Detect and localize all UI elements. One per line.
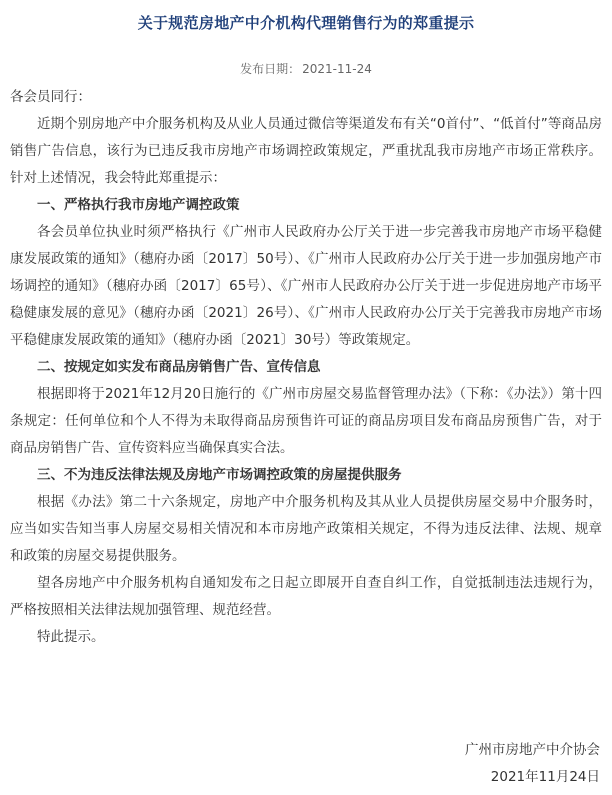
section-heading-3: 三、不为违反法律法规及房地产市场调控政策的房屋提供服务 (37, 467, 402, 483)
closing-paragraph: 望各房地产中介服务机构自通知发布之日起立即展开自查自纠工作，自觉抵制违法违规行为，严格按照相关法律法规加强管理、规范经营。 (10, 575, 602, 618)
signature-organization: 广州市房地产中介协会 (465, 742, 600, 758)
section-heading-2: 二、按规定如实发布商品房销售广告、宣传信息 (37, 359, 321, 375)
section-body-1: 各会员单位执业时须严格执行《广州市人民政府办公厅关于进一步完善我市房地产市场平稳健康发展政策的通知》（穗府办函〔2017〕50号）、《广州市人民政府办公厅关于进一步加强房地产市场调控的通知》（穗府办函〔2017〕65号）、《广州市人民政府办公厅关于进一步促进房地产市场平稳健康发展的意见》（穗府办函〔2021〕26号）、《广州市人民政府办公厅关于完善我市房地产市场平稳健康发展政策的通知》（穗府办函〔2021〕30号）等政策规定。 (10, 224, 602, 348)
publish-date (0, 60, 612, 77)
final-remark: 特此提示。 (37, 629, 105, 645)
publish-date-label: 发布日期： (240, 62, 301, 76)
section-body-3: 根据《办法》第二十六条规定，房地产中介服务机构及其从业人员提供房屋交易中介服务时，应当如实告知当事人房屋交易相关情况和本市房地产政策相关规定，不得为违反法律、法规、规章和政策的房屋交易提供服务。 (10, 494, 602, 564)
greeting: 各会员同行： (10, 89, 91, 105)
signature-date: 2021年11月24日 (490, 769, 600, 785)
intro-paragraph: 近期个别房地产中介服务机构及从业人员通过微信等渠道发布有关“0首付”、“低首付”等商品房销售广告信息，该行为已违反我市房地产市场调控政策规定，严重扰乱我市房地产市场正常秩序。针对上述情况，我会特此郑重提示： (10, 116, 602, 186)
article-body (10, 84, 602, 651)
page-title: 关于规范房地产中介机构代理销售行为的郑重提示 (137, 14, 475, 32)
publish-date-value: 2021-11-24 (302, 62, 372, 76)
section-heading-1: 一、严格执行我市房地产调控政策 (37, 197, 240, 213)
section-body-2: 根据即将于2021年12月20日施行的《广州市房屋交易监督管理办法》（下称：《办法》）第十四条规定：任何单位和个人不得为未取得商品房预售许可证的商品房项目发布商品房预售广告，对于商品房销售广告、宣传资料应当确保真实合法。 (10, 386, 602, 456)
